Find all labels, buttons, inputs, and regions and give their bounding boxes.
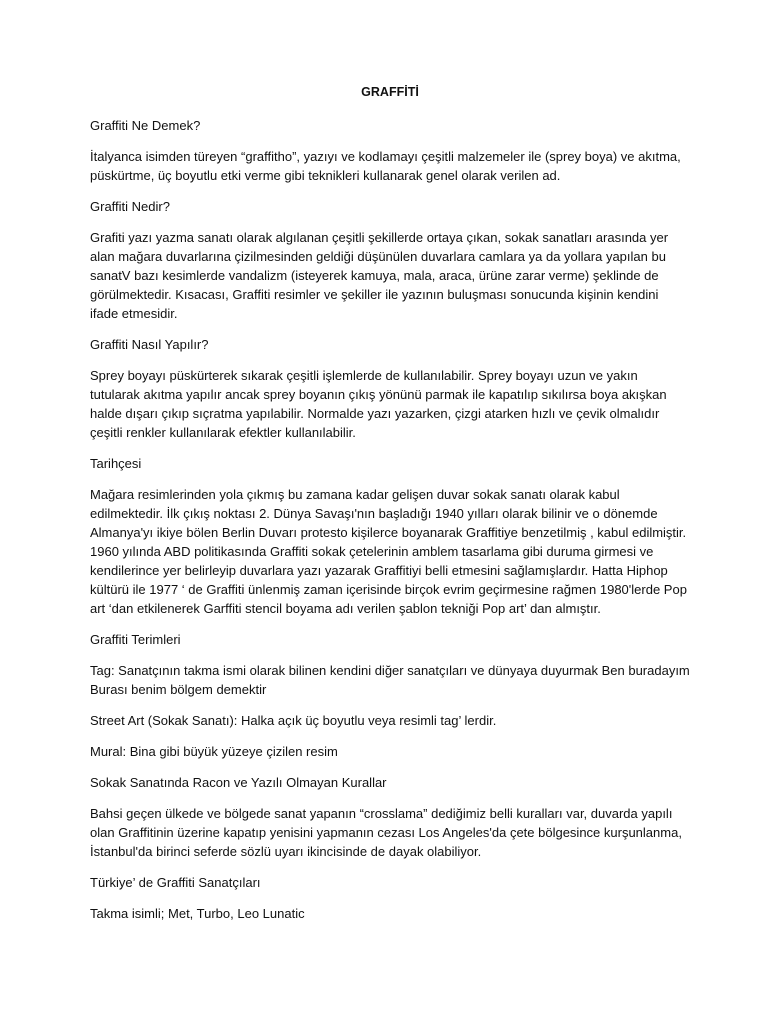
section-heading-nasil-yapilir: Graffiti Nasıl Yapılır? xyxy=(90,337,209,352)
paragraph-term-tag: Tag: Sanatçının takma ismi olarak bilinen kendini diğer sanatçıları ve dünyaya duyurmak Ben buradayım Burası benim bölgem demektir xyxy=(90,663,690,697)
paragraph-term-mural: Mural: Bina gibi büyük yüzeye çizilen resim xyxy=(90,744,338,759)
paragraph-how-made: Sprey boyayı püskürterek sıkarak çeşitli işlemlerde de kullanılabilir. Sprey boyayı uzun ve yakın tutularak akıtma yapılır ancak sprey boyanın çıkış yönünü parmak ile kapatılıp sıkılırsa boya akışkan halde dışarı çıkıp sıçratma yapılabilir. Normalde yazı yazarken, çizgi atarken hızlı ve çevik olmalıdır çeşitli renkler kullanılarak efektler kullanılabilir. xyxy=(90,368,667,440)
paragraph-definition: İtalyanca isimden türeyen “graffitho”, yazıyı ve kodlamayı çeşitli malzemeler ile (sprey boya) ve akıtma, püskürtme, üç boyutlu etki verme gibi teknikleri kullanarak genel olarak verilen ad. xyxy=(90,149,681,183)
section-heading-graffiti-ne-demek: Graffiti Ne Demek? xyxy=(90,118,201,133)
document-body xyxy=(90,83,690,935)
paragraph-term-street-art: Street Art (Sokak Sanatı): Halka açık üç boyutlu veya resimli tag’ lerdir. xyxy=(90,713,497,728)
section-heading-terimleri: Graffiti Terimleri xyxy=(90,632,181,647)
paragraph-history: Mağara resimlerinden yola çıkmış bu zamana kadar gelişen duvar sokak sanatı olarak kabul edilmektedir. İlk çıkış noktası 2. Dünya Savaşı'nın başladığı 1940 yılları olarak bilinir ve o dönemde Almanya'yı ikiye bölen Berlin Duvarı protesto kişilerce boyanarak Graffitiye benzetilmiş , kabul edilmiştir. 1960 yılında ABD politikasında Graffiti sokak çetelerinin amblem tasarlama gibi duruma girmesi ve kendilerince yer belirleyip duvarlara yazı yazarak Graffitiyi belli etmesini sağlamışlardır. Hatta Hiphop kültürü ile 1977 ‘ de Graffiti ünlenmiş zaman içerisinde birçok evrim geçirmesine rağmen 1980'lerde Pop art ‘dan etkilenerek Garffiti stencil boyama adı verilen şablon tekniği Pop art’ dan almıştır. xyxy=(90,487,687,616)
section-heading-graffiti-nedir: Graffiti Nedir? xyxy=(90,199,170,214)
document-title: GRAFFİTİ xyxy=(361,85,419,99)
paragraph-turkiye-heading: Türkiye’ de Graffiti Sanatçıları xyxy=(90,875,261,890)
section-heading-tarihcesi: Tarihçesi xyxy=(90,456,142,471)
paragraph-what-is-graffiti: Grafiti yazı yazma sanatı olarak algılanan çeşitli şekillerde ortaya çıkan, sokak sanatları arasında yer alan mağara duvarlarına çizilmesinden geldiği düşünülen duvarlara camlara ya da yollara yapılan bu sanatV bazı kesimlerde vandalizm (isteyerek kamuya, mala, araca, ürüne zarar verme) şeklinde de görülmektedir. Kısacası, Graffiti resimler ve şekiller ile yazının buluşması sonucunda kişinin kendini ifade etmesidir. xyxy=(90,230,669,321)
paragraph-racon-heading: Sokak Sanatında Racon ve Yazılı Olmayan Kurallar xyxy=(90,775,387,790)
paragraph-racon: Bahsi geçen ülkede ve bölgede sanat yapanın “crosslama” dediğimiz belli kuralları var, duvarda yapılı olan Graffitinin üzerine kapatıp yenisini yapmanın cezası Los Angeles'da çete bölgesince kurşunlanma, İstanbul'da birinci seferde sözlü uyarı ikincisinde de dayak olabiliyor. xyxy=(90,806,682,859)
paragraph-artist-names: Takma isimli; Met, Turbo, Leo Lunatic xyxy=(90,906,305,921)
